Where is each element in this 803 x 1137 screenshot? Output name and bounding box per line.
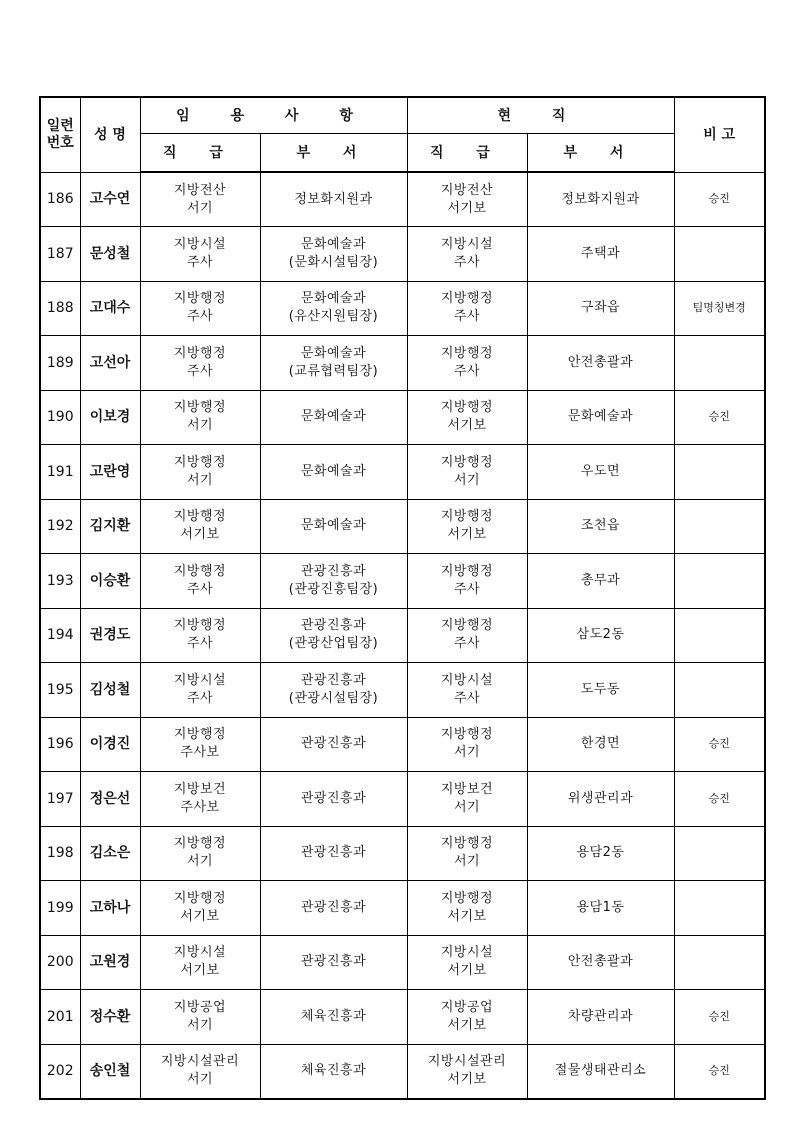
appointment-dept-cell (260, 390, 407, 445)
appointment-dept-cell (260, 663, 407, 718)
current-rank-cell-line: 지방행정 (440, 618, 494, 634)
remarks-cell (674, 227, 765, 282)
current-rank-cell-line: 지방시설 (440, 945, 494, 961)
current-dept-cell-line: 위생관리과 (567, 790, 634, 806)
current-dept-cell-line: 절물생태관리소 (554, 1063, 647, 1078)
table-row (40, 881, 765, 936)
current-rank-cell-line: 서기보 (447, 963, 487, 979)
current-rank-cell-line: 지방공업 (440, 999, 494, 1015)
appointment-dept-cell (260, 717, 407, 772)
current-rank-cell-line: 지방행정 (440, 509, 494, 525)
appointment-dept-cell-line: 문화예술과 (300, 409, 367, 425)
name-cell: 고란영 (80, 445, 140, 500)
appointment-dept-cell (260, 826, 407, 881)
current-rank-cell (407, 390, 527, 445)
current-rank-cell-line: 주사 (453, 254, 481, 270)
current-dept-cell-line: 차량관리과 (567, 1008, 634, 1024)
appointment-dept-cell-line: 관광진흥과 (300, 899, 367, 915)
appointment-dept-cell-line: 체육진흥과 (300, 1008, 367, 1024)
current-rank-cell (407, 881, 527, 936)
name-cell: 김소은 (80, 826, 140, 881)
current-rank-cell-line: 서기보 (447, 200, 487, 216)
appointment-dept-cell (260, 608, 407, 663)
remarks-cell: 팀명칭변경 (674, 281, 765, 336)
current-dept-cell-line: 삼도2동 (576, 627, 625, 643)
appointment-header: 임 용 사 항 (140, 97, 407, 134)
current-dept-cell (527, 554, 674, 609)
current-dept-cell (527, 445, 674, 500)
appointment-rank-cell (140, 445, 260, 500)
current-rank-cell-line: 지방시설관리 (427, 1054, 507, 1069)
current-dept-cell-line: 안전총괄과 (567, 954, 634, 970)
current-rank-cell-line: 서기보 (447, 908, 487, 924)
current-dept-cell (527, 717, 674, 772)
appointment-dept-cell-line: 문화예술과 (300, 236, 367, 252)
appointment-dept-cell (260, 499, 407, 554)
name-cell: 이경진 (80, 717, 140, 772)
appointment-dept-cell-line: (유산지원팀장) (288, 309, 379, 325)
appointment-rank-cell-line: 주사 (186, 254, 214, 270)
current-rank-cell-line: 서기 (453, 745, 481, 761)
appointment-rank-cell-line: 지방행정 (173, 618, 227, 634)
table-row (40, 281, 765, 336)
current-dept-cell-line: 한경면 (580, 736, 621, 752)
remarks-cell (674, 336, 765, 391)
serial-number-cell: 186 (40, 172, 80, 227)
serial-number-cell: 190 (40, 390, 80, 445)
current-rank-cell (407, 499, 527, 554)
serial-header-line-1: 일련 (46, 117, 74, 134)
current-dept-cell (527, 390, 674, 445)
current-rank-cell-line: 지방행정 (440, 454, 494, 470)
name-cell: 문성철 (80, 227, 140, 282)
appointment-dept-cell-line: 문화예술과 (300, 291, 367, 307)
current-rank-cell-line: 서기 (453, 472, 481, 488)
current-rank-cell (407, 772, 527, 827)
current-rank-cell-line: 서기보 (447, 418, 487, 434)
current-dept-cell (527, 990, 674, 1045)
current-dept-cell-line: 총무과 (580, 572, 621, 588)
remarks-header: 비 고 (674, 97, 765, 172)
appointment-rank-cell-line: 서기 (186, 1072, 214, 1087)
appointment-dept-header: 부 서 (260, 134, 407, 173)
serial-number-cell: 193 (40, 554, 80, 609)
name-cell: 송인철 (80, 1044, 140, 1099)
appointment-dept-cell-line: 문화예술과 (300, 345, 367, 361)
appointment-rank-cell-line: 지방행정 (173, 836, 227, 852)
current-rank-cell (407, 1044, 527, 1099)
current-dept-cell-line: 용담2동 (576, 845, 625, 861)
current-rank-cell-line: 서기보 (447, 527, 487, 543)
table-row (40, 826, 765, 881)
serial-number-cell: 194 (40, 608, 80, 663)
appointment-dept-cell-line: 관광진흥과 (300, 954, 367, 970)
appointment-rank-cell-line: 지방행정 (173, 400, 227, 416)
serial-number-cell: 187 (40, 227, 80, 282)
remarks-cell (674, 881, 765, 936)
current-rank-cell-line: 지방보건 (440, 781, 494, 797)
appointment-dept-cell-line: (교류협력팀장) (288, 363, 379, 379)
appointment-rank-cell-line: 서기 (186, 854, 214, 870)
appointment-rank-cell-line: 서기보 (180, 908, 220, 924)
appointment-rank-cell-line: 주사 (186, 309, 214, 325)
current-rank-cell (407, 227, 527, 282)
table-row (40, 172, 765, 227)
appointment-dept-cell-line: 관광진흥과 (300, 618, 367, 634)
current-rank-cell (407, 717, 527, 772)
current-position-header: 현 직 (407, 97, 674, 134)
remarks-cell: 승진 (674, 717, 765, 772)
appointment-dept-cell-line: 문화예술과 (300, 463, 367, 479)
serial-number-cell: 200 (40, 935, 80, 990)
appointment-dept-cell (260, 336, 407, 391)
serial-number-cell: 196 (40, 717, 80, 772)
current-rank-cell-line: 지방전산 (440, 182, 494, 198)
current-dept-header: 부 서 (527, 134, 674, 173)
table-row (40, 336, 765, 391)
current-dept-cell-line: 조천읍 (580, 518, 621, 534)
current-rank-cell (407, 554, 527, 609)
name-cell: 고원경 (80, 935, 140, 990)
current-dept-cell-line: 우도면 (580, 463, 621, 479)
current-dept-cell (527, 772, 674, 827)
appointment-rank-cell-line: 지방전산 (173, 182, 227, 198)
current-dept-cell-line: 문화예술과 (567, 409, 634, 425)
current-rank-cell-line: 서기 (453, 799, 481, 815)
appointment-rank-cell (140, 227, 260, 282)
appointment-dept-cell (260, 935, 407, 990)
remarks-cell (674, 935, 765, 990)
appointment-rank-cell-line: 서기 (186, 418, 214, 434)
appointment-rank-cell-line: 주사보 (180, 745, 220, 761)
current-dept-cell (527, 826, 674, 881)
appointment-rank-header: 직 급 (140, 134, 260, 173)
appointment-dept-cell-line: 관광진흥과 (300, 563, 367, 579)
current-dept-cell-line: 도두동 (580, 681, 621, 697)
current-rank-cell-line: 주사 (453, 581, 481, 597)
remarks-cell (674, 826, 765, 881)
current-rank-cell (407, 172, 527, 227)
serial-number-cell: 188 (40, 281, 80, 336)
serial-number-cell: 199 (40, 881, 80, 936)
appointment-dept-cell (260, 172, 407, 227)
appointment-rank-cell (140, 608, 260, 663)
table-body (40, 172, 765, 1099)
appointment-dept-cell (260, 445, 407, 500)
serial-number-cell: 191 (40, 445, 80, 500)
current-rank-cell-line: 서기보 (447, 1072, 487, 1087)
remarks-cell: 승진 (674, 990, 765, 1045)
appointment-rank-cell (140, 772, 260, 827)
remarks-cell: 승진 (674, 172, 765, 227)
name-cell: 정은선 (80, 772, 140, 827)
appointment-rank-cell-line: 지방행정 (173, 563, 227, 579)
current-dept-cell (527, 172, 674, 227)
appointment-rank-cell-line: 주사 (186, 363, 214, 379)
current-rank-cell (407, 663, 527, 718)
remarks-cell: 승진 (674, 1044, 765, 1099)
current-rank-cell-line: 지방시설 (440, 672, 494, 688)
appointment-dept-cell (260, 881, 407, 936)
table-row (40, 663, 765, 718)
table-row (40, 554, 765, 609)
appointment-rank-cell-line: 지방행정 (173, 727, 227, 743)
name-cell: 이보경 (80, 390, 140, 445)
current-dept-cell (527, 608, 674, 663)
appointment-dept-cell-line: (관광진흥팀장) (288, 581, 379, 597)
current-rank-cell-line: 지방행정 (440, 836, 494, 852)
appointment-dept-cell-line: 문화예술과 (300, 518, 367, 534)
current-rank-cell-line: 주사 (453, 690, 481, 706)
appointment-rank-cell-line: 서기 (186, 472, 214, 488)
current-rank-cell (407, 336, 527, 391)
current-dept-cell (527, 227, 674, 282)
appointment-dept-cell-line: (관광산업팀장) (288, 636, 379, 652)
current-rank-cell (407, 990, 527, 1045)
appointment-dept-cell (260, 772, 407, 827)
serial-number-cell: 197 (40, 772, 80, 827)
appointment-dept-cell-line: 관광진흥과 (300, 790, 367, 806)
appointment-dept-cell-line: 관광진흥과 (300, 845, 367, 861)
appointment-rank-cell (140, 499, 260, 554)
name-cell: 권경도 (80, 608, 140, 663)
remarks-cell (674, 663, 765, 718)
remarks-cell (674, 445, 765, 500)
serial-number-cell: 201 (40, 990, 80, 1045)
table-row (40, 1044, 765, 1099)
appointment-dept-cell (260, 554, 407, 609)
table-header (40, 97, 765, 172)
table-row (40, 990, 765, 1045)
appointment-rank-cell-line: 지방공업 (173, 999, 227, 1015)
name-cell: 이승환 (80, 554, 140, 609)
current-rank-cell-line: 서기 (453, 854, 481, 870)
appointment-rank-cell-line: 서기보 (180, 527, 220, 543)
table-row (40, 445, 765, 500)
appointment-rank-cell (140, 336, 260, 391)
current-dept-cell (527, 663, 674, 718)
current-rank-cell-line: 지방행정 (440, 345, 494, 361)
current-rank-cell-line: 지방행정 (440, 291, 494, 307)
appointment-rank-cell-line: 지방보건 (173, 781, 227, 797)
appointment-rank-cell-line: 지방시설 (173, 672, 227, 688)
appointment-dept-cell (260, 281, 407, 336)
current-dept-cell-line: 주택과 (580, 245, 621, 261)
current-rank-cell-line: 지방행정 (440, 727, 494, 743)
appointment-rank-cell (140, 281, 260, 336)
appointment-rank-cell-line: 서기보 (180, 963, 220, 979)
current-rank-cell (407, 445, 527, 500)
serial-number-header (40, 97, 80, 172)
appointment-dept-cell (260, 1044, 407, 1099)
current-dept-cell-line: 안전총괄과 (567, 354, 634, 370)
remarks-cell (674, 608, 765, 663)
name-cell: 고하나 (80, 881, 140, 936)
remarks-cell: 승진 (674, 772, 765, 827)
appointment-rank-cell (140, 390, 260, 445)
remarks-cell (674, 554, 765, 609)
name-cell: 고대수 (80, 281, 140, 336)
name-header: 성 명 (80, 97, 140, 172)
current-dept-cell (527, 281, 674, 336)
appointment-rank-cell-line: 지방행정 (173, 291, 227, 307)
appointment-rank-cell-line: 지방행정 (173, 454, 227, 470)
serial-number-cell: 192 (40, 499, 80, 554)
current-dept-cell (527, 1044, 674, 1099)
current-rank-cell (407, 826, 527, 881)
table-row (40, 499, 765, 554)
appointment-dept-cell-line: 관광진흥과 (300, 736, 367, 752)
appointment-rank-cell (140, 717, 260, 772)
appointment-rank-cell-line: 주사 (186, 581, 214, 597)
table-row (40, 717, 765, 772)
name-cell: 김지환 (80, 499, 140, 554)
appointment-dept-cell-line: (관광시설팀장) (288, 690, 379, 706)
current-rank-cell (407, 281, 527, 336)
appointment-rank-cell (140, 990, 260, 1045)
current-dept-cell (527, 499, 674, 554)
name-cell: 고수연 (80, 172, 140, 227)
table-row (40, 935, 765, 990)
current-rank-cell-line: 지방시설 (440, 236, 494, 252)
serial-number-cell: 189 (40, 336, 80, 391)
name-cell: 정수환 (80, 990, 140, 1045)
appointment-dept-cell-line: 정보화지원과 (294, 191, 373, 207)
serial-header-line-2: 번호 (46, 134, 74, 151)
appointment-rank-cell (140, 881, 260, 936)
table-row (40, 227, 765, 282)
current-dept-cell-line: 용담1동 (576, 899, 625, 915)
appointment-dept-cell (260, 990, 407, 1045)
appointment-rank-cell-line: 서기 (186, 200, 214, 216)
appointment-dept-cell-line: (문화시설팀장) (288, 254, 379, 270)
appointment-dept-cell-line: 체육진흥과 (300, 1063, 367, 1078)
appointment-rank-cell-line: 지방시설 (173, 945, 227, 961)
current-rank-header: 직 급 (407, 134, 527, 173)
table-row (40, 390, 765, 445)
appointment-dept-cell-line: 관광진흥과 (300, 672, 367, 688)
current-dept-cell (527, 336, 674, 391)
current-rank-cell-line: 주사 (453, 309, 481, 325)
current-rank-cell-line: 지방행정 (440, 890, 494, 906)
current-rank-cell (407, 935, 527, 990)
table-row (40, 608, 765, 663)
name-cell: 김성철 (80, 663, 140, 718)
remarks-cell (674, 499, 765, 554)
appointment-rank-cell-line: 지방시설 (173, 236, 227, 252)
current-rank-cell-line: 지방행정 (440, 563, 494, 579)
serial-number-cell: 198 (40, 826, 80, 881)
current-dept-cell-line: 정보화지원과 (561, 191, 640, 207)
remarks-cell: 승진 (674, 390, 765, 445)
appointment-rank-cell-line: 서기 (186, 1017, 214, 1033)
current-dept-cell-line: 구좌읍 (580, 300, 621, 316)
appointment-rank-cell (140, 935, 260, 990)
appointment-rank-cell-line: 지방시설관리 (160, 1054, 240, 1069)
appointment-rank-cell-line: 주사보 (180, 799, 220, 815)
appointment-rank-cell (140, 172, 260, 227)
table-row (40, 772, 765, 827)
appointment-rank-cell (140, 1044, 260, 1099)
appointment-dept-cell (260, 227, 407, 282)
appointment-rank-cell-line: 주사 (186, 690, 214, 706)
current-dept-cell (527, 935, 674, 990)
personnel-appointment-table (39, 96, 766, 1100)
current-rank-cell-line: 지방행정 (440, 400, 494, 416)
appointment-rank-cell (140, 663, 260, 718)
serial-number-cell: 202 (40, 1044, 80, 1099)
appointment-rank-cell-line: 주사 (186, 636, 214, 652)
appointment-rank-cell-line: 지방행정 (173, 345, 227, 361)
appointment-rank-cell (140, 826, 260, 881)
appointment-rank-cell-line: 지방행정 (173, 890, 227, 906)
serial-number-cell: 195 (40, 663, 80, 718)
name-cell: 고선아 (80, 336, 140, 391)
current-dept-cell (527, 881, 674, 936)
current-rank-cell-line: 서기보 (447, 1017, 487, 1033)
current-rank-cell-line: 주사 (453, 363, 481, 379)
appointment-rank-cell-line: 지방행정 (173, 509, 227, 525)
appointment-rank-cell (140, 554, 260, 609)
current-rank-cell-line: 주사 (453, 636, 481, 652)
current-rank-cell (407, 608, 527, 663)
